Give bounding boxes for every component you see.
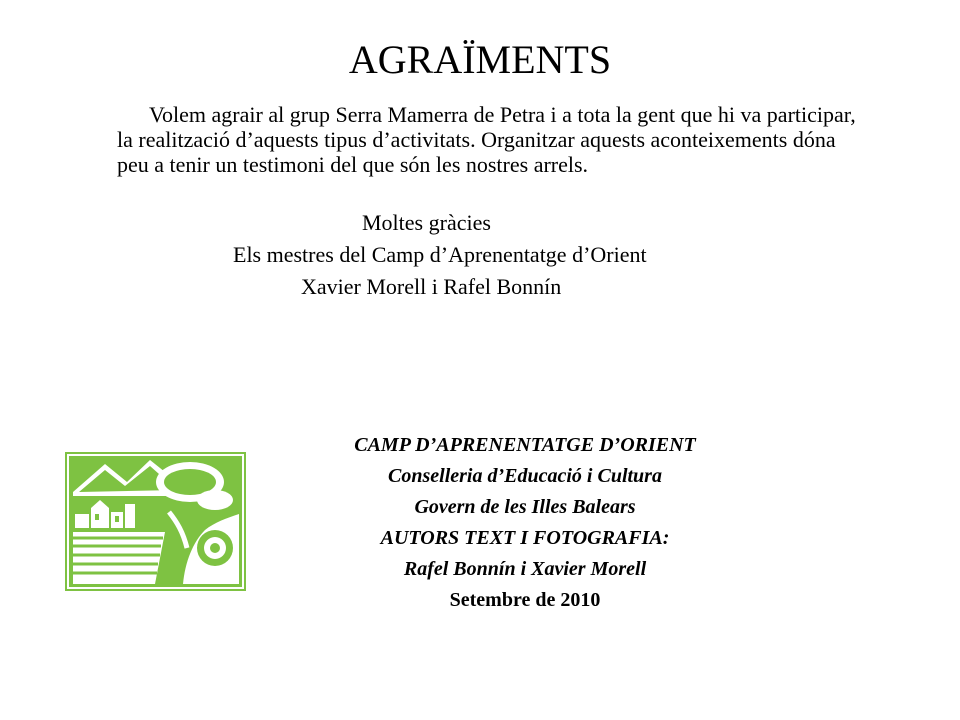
page-title: AGRAÏMENTS	[348, 37, 612, 82]
credits-center: CAMP D’APRENENTATGE D’ORIENT	[354, 434, 696, 456]
paragraph-text: Volem agrair al grup Serra Mamerra de Petra i a tota la gent que hi va participar, la realització d’aquests tipus d’activitats. Organitzar aquests aconteixements dóna peu a tenir un testimoni del que són les nostres arrels.	[117, 102, 856, 177]
credits-government: Govern de les Illes Balears	[414, 496, 636, 518]
credits-date: Setembre de 2010	[449, 589, 601, 611]
credits-authors: Rafel Bonnín i Xavier Morell	[403, 558, 647, 580]
camp-orient-logo	[65, 452, 246, 591]
signature-teachers: Els mestres del Camp d’Aprenentatge d’Orient	[233, 242, 647, 267]
acknowledgement-paragraph	[117, 102, 857, 177]
credits-block	[240, 430, 810, 616]
thanks-line: Moltes gràcies	[362, 210, 491, 235]
credits-department: Conselleria d’Educació i Cultura	[388, 465, 662, 487]
credits-authors-heading: AUTORS TEXT I FOTOGRAFIA:	[380, 527, 670, 549]
signature-names: Xavier Morell i Rafel Bonnín	[301, 274, 562, 299]
